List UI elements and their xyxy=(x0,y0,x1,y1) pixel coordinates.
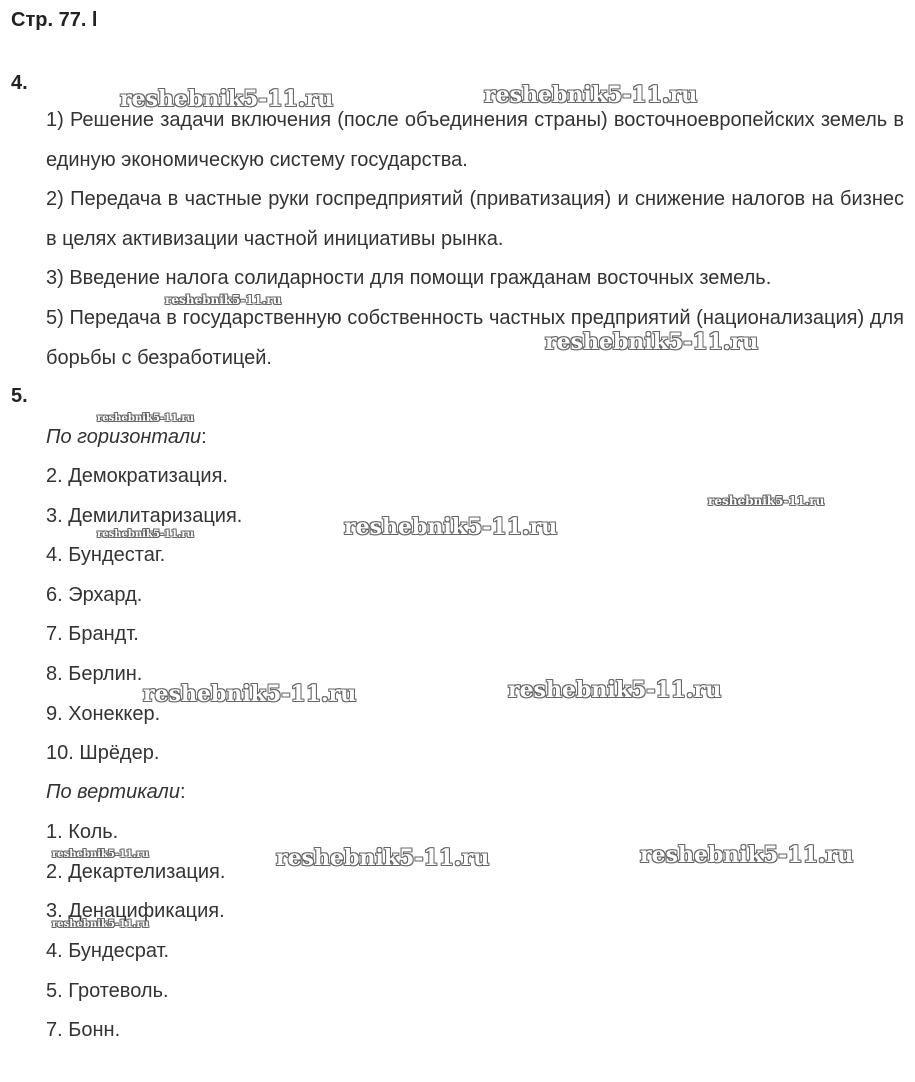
watermark: reshebnik5-11.ru xyxy=(120,86,334,112)
task-4-item-3: 3) Введение налога солидарности для помощи гражданам восточных земель. xyxy=(46,267,772,289)
horizontal-answer: 2. Демократизация. xyxy=(46,465,228,487)
watermark: reshebnik5-11.ru xyxy=(545,329,759,355)
watermark: reshebnik5-11.ru xyxy=(276,845,490,871)
watermark: reshebnik5-11.ru xyxy=(97,413,194,424)
vertical-heading: По вертикали: xyxy=(46,781,186,803)
horizontal-answer: 3. Демилитаризация. xyxy=(46,505,243,527)
vertical-answer: 1. Коль. xyxy=(46,821,119,843)
page-title: Стр. 77. l xyxy=(11,9,98,31)
task-4-item-5: 5) Передача в государственную собственность частных предприятий (национализация) для борьбы с безработицей. xyxy=(46,307,904,369)
watermark: reshebnik5-11.ru xyxy=(165,293,282,307)
horizontal-answer: 4. Бундестаг. xyxy=(46,544,166,566)
watermark: reshebnik5-11.ru xyxy=(143,681,357,707)
watermark: reshebnik5-11.ru xyxy=(640,842,854,868)
watermark: reshebnik5-11.ru xyxy=(508,677,722,703)
horizontal-heading: По горизонтали: xyxy=(46,426,207,448)
horizontal-answer: 10. Шрёдер. xyxy=(46,742,160,764)
vertical-answer: 2. Декартелизация. xyxy=(46,861,226,883)
vertical-answer: 5. Гротеволь. xyxy=(46,980,169,1002)
watermark: reshebnik5-11.ru xyxy=(52,849,149,860)
task-4-number: 4. xyxy=(11,72,28,94)
task-4-item-2: 2) Передача в частные руки госпредприятий (приватизация) и снижение налогов на бизнес в целях активизации частной инициативы рынка. xyxy=(46,188,904,250)
watermark: reshebnik5-11.ru xyxy=(52,919,149,930)
horizontal-answer: 9. Хонеккер. xyxy=(46,703,161,725)
watermark: reshebnik5-11.ru xyxy=(484,82,698,108)
task-4-item-1: 1) Решение задачи включения (после объединения страны) восточноевропейских земель в единую экономическую систему государства. xyxy=(46,109,904,171)
horizontal-answer: 8. Берлин. xyxy=(46,663,143,685)
vertical-answer: 3. Денацификация. xyxy=(46,900,225,922)
vertical-answer: 4. Бундесрат. xyxy=(46,940,170,962)
horizontal-answer: 7. Брандт. xyxy=(46,623,139,645)
watermark: reshebnik5-11.ru xyxy=(97,529,194,540)
watermark: reshebnik5-11.ru xyxy=(708,494,825,508)
watermark: reshebnik5-11.ru xyxy=(344,514,558,540)
task-5-number: 5. xyxy=(11,385,28,407)
vertical-answer: 7. Бонн. xyxy=(46,1019,121,1041)
horizontal-answer: 6. Эрхард. xyxy=(46,584,143,606)
